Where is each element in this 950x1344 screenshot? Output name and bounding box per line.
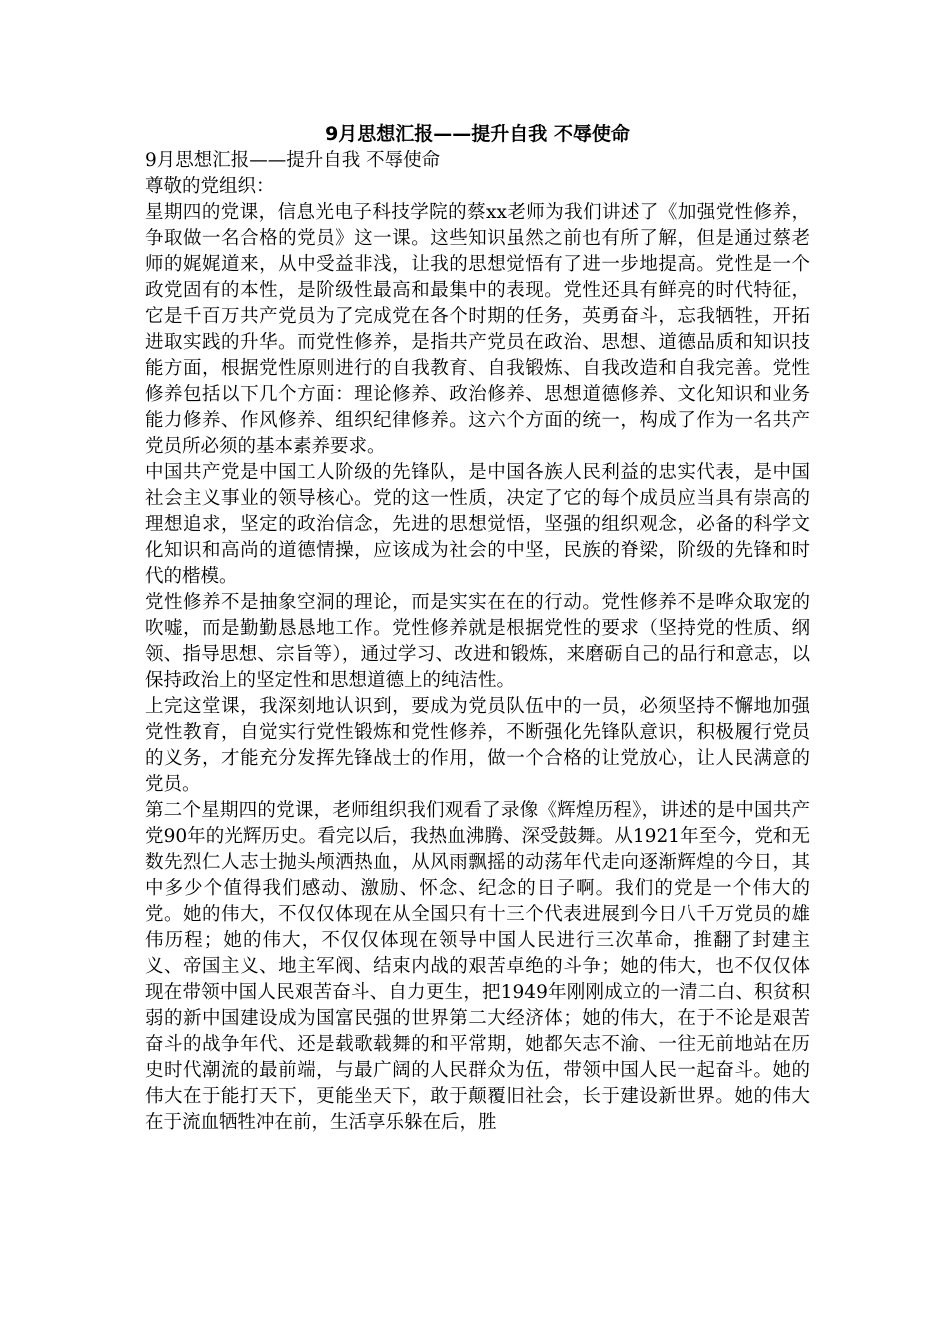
document-subtitle: 9月思想汇报——提升自我 不辱使命 bbox=[145, 150, 441, 171]
paragraph: 党性修养不是抽象空洞的理论，而是实实在在的行动。党性修养不是哗众取宠的吹嘘，而是勤勤恳恳地工作。党性修养就是根据党性的要求（坚持党的性质、纲领、指导思想、宗旨等），通过学习、改进和锻炼，来磨砺自己的品行和意志，以保持政治上的坚定性和思想道德上的纯洁性。 bbox=[145, 592, 810, 691]
paragraph: 星期四的党课，信息光电子科技学院的蔡xx老师为我们讲述了《加强党性修养，争取做一名合格的党员》这一课。这些知识虽然之前也有所了解，但是通过蔡老师的娓娓道来，从中受益非浅，让我的思想觉悟有了进一步地提高。党性是一个政党固有的本性，是阶级性最高和最集中的表现。党性还具有鲜亮的时代特征，它是千百万共产党员为了完成党在各个时期的任务，英勇奋斗，忘我牺牲，开拓进取实践的升华。而党性修养，是指共产党员在政治、思想、道德品质和知识技能方面，根据党性原则进行的自我教育、自我锻炼、自我改造和自我完善。党性修养包括以下几个方面：理论修养、政治修养、思想道德修养、文化知识和业务能力修养、作风修养、组织纪律修养。这六个方面的统一，构成了作为一名共产党员所必须的基本素养要求。 bbox=[145, 202, 810, 457]
paragraph: 第二个星期四的党课，老师组织我们观看了录像《辉煌历程》，讲述的是中国共产党90年的光辉历史。看完以后，我热血沸腾、深受鼓舞。从1921年至今，党和无数先烈仁人志士抛头颅洒热血，从风雨飘摇的动荡年代走向逐渐辉煌的今日，其中多少个值得我们感动、激励、怀念、纪念的日子啊。我们的党是一个伟大的党。她的伟大，不仅仅体现在从全国只有十三个代表进展到今日八千万党员的雄伟历程；她的伟大，不仅仅体现在领导中国人民进行三次革命，推翻了封建主义、帝国主义、地主军阀、结束内战的艰苦卓绝的斗争；她的伟大，也不仅仅体现在带领中国人民艰苦奋斗、自力更生，把1949年刚刚成立的一清二白、积贫积弱的新中国建设成为国富民强的世界第二大经济体；她的伟大，在于不论是艰苦奋斗的战争年代、还是载歌载舞的和平常期，她都矢志不渝、一往无前地站在历史时代潮流的最前端，与最广阔的人民群众为伍，带领中国人民一起奋斗。她的伟大在于能打天下，更能坐天下，敢于颠覆旧社会，长于建设新世界。她的伟大在于流血牺牲冲在前，生活享乐躲在后，胜 bbox=[145, 800, 810, 1133]
document-page bbox=[145, 120, 810, 1136]
paragraph: 上完这堂课，我深刻地认识到，要成为党员队伍中的一员，必须坚持不懈地加强党性教育，自觉实行党性锻炼和党性修养，不断强化先锋队意识，积极履行党员的义务，才能充分发挥先锋战士的作用，做一个合格的让党放心，让人民满意的党员。 bbox=[145, 696, 810, 795]
document-title: 9月思想汇报——提升自我 不辱使命 bbox=[325, 123, 630, 145]
paragraph: 中国共产党是中国工人阶级的先锋队，是中国各族人民利益的忠实代表，是中国社会主义事业的领导核心。党的这一性质，决定了它的每个成员应当具有崇高的理想追求，坚定的政治信念，先进的思想觉悟，坚强的组织观念，必备的科学文化知识和高尚的道德情操，应该成为社会的中坚，民族的脊梁，阶级的先锋和时代的楷模。 bbox=[145, 462, 810, 587]
salutation: 尊敬的党组织： bbox=[145, 176, 275, 197]
